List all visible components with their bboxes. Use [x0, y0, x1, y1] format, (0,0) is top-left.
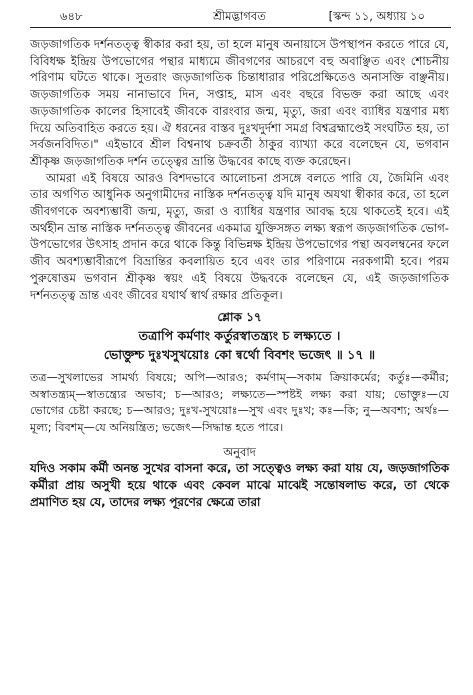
- purport-paragraph: আমরা এই বিষয়ে আরও বিশদভাবে আলোচনা প্রসঙ্গে বলতে পারি যে, জৈমিনি এবং তার অগণিত আধুনিক অনুগামীদের নাস্তিক দর্শনতত্ত্ব যদি মানুষ অযথা স্বীকার করে, তা হলে জীবগণকে অবশ্যম্ভাবী জন্ম, মৃত্যু, জরা ও ব্যাধির যন্ত্রণার আবদ্ধ হয়ে থাকতেই হবে। এই অর্থহীন ভ্রান্ত নাস্তিক দর্শনতত্ত্ব জীবনের একমাত্র যুক্তিসঙ্গত লক্ষ্য স্বরূপ জড়জাগতিক ভোগ-উপভোগের উৎসাহ প্রদান করে থাকে কিন্তু বিভিন্নক্ষ ইন্দ্রিয় উপভোগের পন্থা অবলম্বনের ফলে জীব অবশ্যম্ভাবীরূপে বিভ্রান্তির কবলায়িত হবে এবং তার পরিণামে নরকগামী হবে। পরম পুরুষোত্তম ভগবান শ্রীকৃষ্ণ স্বয়ং এই বিষয়ে উদ্ধবকে বলেছেন যে, এই জড়জাগতিক দর্শনতত্ত্ব ভ্রান্ত এবং জীবের যথার্থ স্বার্থ রক্ষার প্রতিকূল।: [30, 170, 449, 302]
- verse-line: তত্রাপি কর্মণাং কর্তুরস্বাতন্ত্র্যং চ লক্ষ্যতে ।: [138, 328, 341, 344]
- book-title: শ্রীমদ্ভাগবত: [213, 9, 266, 23]
- section-reference: [স্কন্দ ১১, অধ্যায় ১০: [328, 9, 425, 23]
- translation-text: যদিও সকাম কর্মী অনন্ত সুখের বাসনা করে, তা সত্ত্বেও লক্ষ্য করা যায় যে, জড়জাগতিক কর্মীরা প্রায় অসুখী হয়ে থাকে এবং কেবল মাঝে মাঝেই সন্তোষলাভ করে, তা থেকে প্রমাণিত হয় যে, তাদের লক্ষ্য পূরণের ক্ষেত্রে তারা: [30, 461, 449, 510]
- running-header: [30, 0, 449, 26]
- verse-line: ভোক্তুশ্চ দুঃখসুখয়োঃ কো ন্বর্থো বিবশং ভজেৎ ॥ ১৭ ॥: [103, 347, 376, 363]
- page-number: ৬৪৮: [60, 9, 83, 23]
- shloka-heading: শ্লোক ১৭: [217, 310, 262, 325]
- header-rule: [30, 27, 451, 28]
- page-body: [30, 36, 449, 511]
- purport-paragraph: জড়জাগতিক দর্শনতত্ত্ব স্বীকার করা হয়, তা হলে মানুষ অনায়াসে উপস্থাপন করতে পারে যে, বিবিধক্ষ ইন্দ্রিয় উপভোগের পন্থার মাধ্যমে জীবগণের আচরণে বহু অবাঞ্ছিত এবং শোচনীয় পরিণাম ঘটতে থাকে। সুতরাং জড়জাগতিক চিন্তাধারার পরিপ্রেক্ষিতেও অনাসক্তি বাঞ্ছনীয়। জড়জাগতিক সময় নানাভাবে দিন, সপ্তাহ, মাস এবং বছরে বিভক্ত করা আছে এবং জড়জাগতিক কালের হিসাবেই জীবকে বারংবার জন্ম, মৃত্যু, জরা এবং ব্যাধির যন্ত্রণার মধ্য দিয়ে অতিবাহিত করতে হয়। ঐ ধরনের বাস্তব দুঃখদুর্দশা সমগ্র বিশ্বব্রহ্মাণ্ডেই সংঘটিত হয়, তা সর্বজনবিদিত।" এইভাবে শ্রীল বিশ্বনাথ চক্রবর্তী ঠাকুর ব্যাখ্যা করে বলেছেন যে, ভগবান শ্রীকৃষ্ণ জড়জাগতিক দর্শন তত্ত্বের ভ্রান্তি উদ্ধবের কাছে ব্যক্ত করেছেন।: [30, 37, 449, 168]
- word-meanings: তত্র—সুখলাভের সামর্থ্য বিষয়ে; অপি—আরও; কর্মণাম্—সকাম ক্রিয়াকর্মের; কর্তুঃ—কর্মীর; অস্বাতন্ত্র্যম্—স্বাতন্ত্র্যের অভাব; চ—আরও; লক্ষ্যতে—স্পষ্টই লক্ষ্য করা যায়; ভোক্তুঃ—যে ভোগের চেষ্টা করছে; চ—আরও; দুঃখ-সুখয়োঃ—সুখ এবং দুঃখ; কঃ—কি; নু—অবশ্য; অর্থঃ—মূল্য; বিবশম্—যে অনিয়ন্ত্রিত; ভজেৎ—সিদ্ধান্ত হতে পারে।: [30, 371, 449, 434]
- translation-heading: অনুবাদ: [223, 445, 256, 460]
